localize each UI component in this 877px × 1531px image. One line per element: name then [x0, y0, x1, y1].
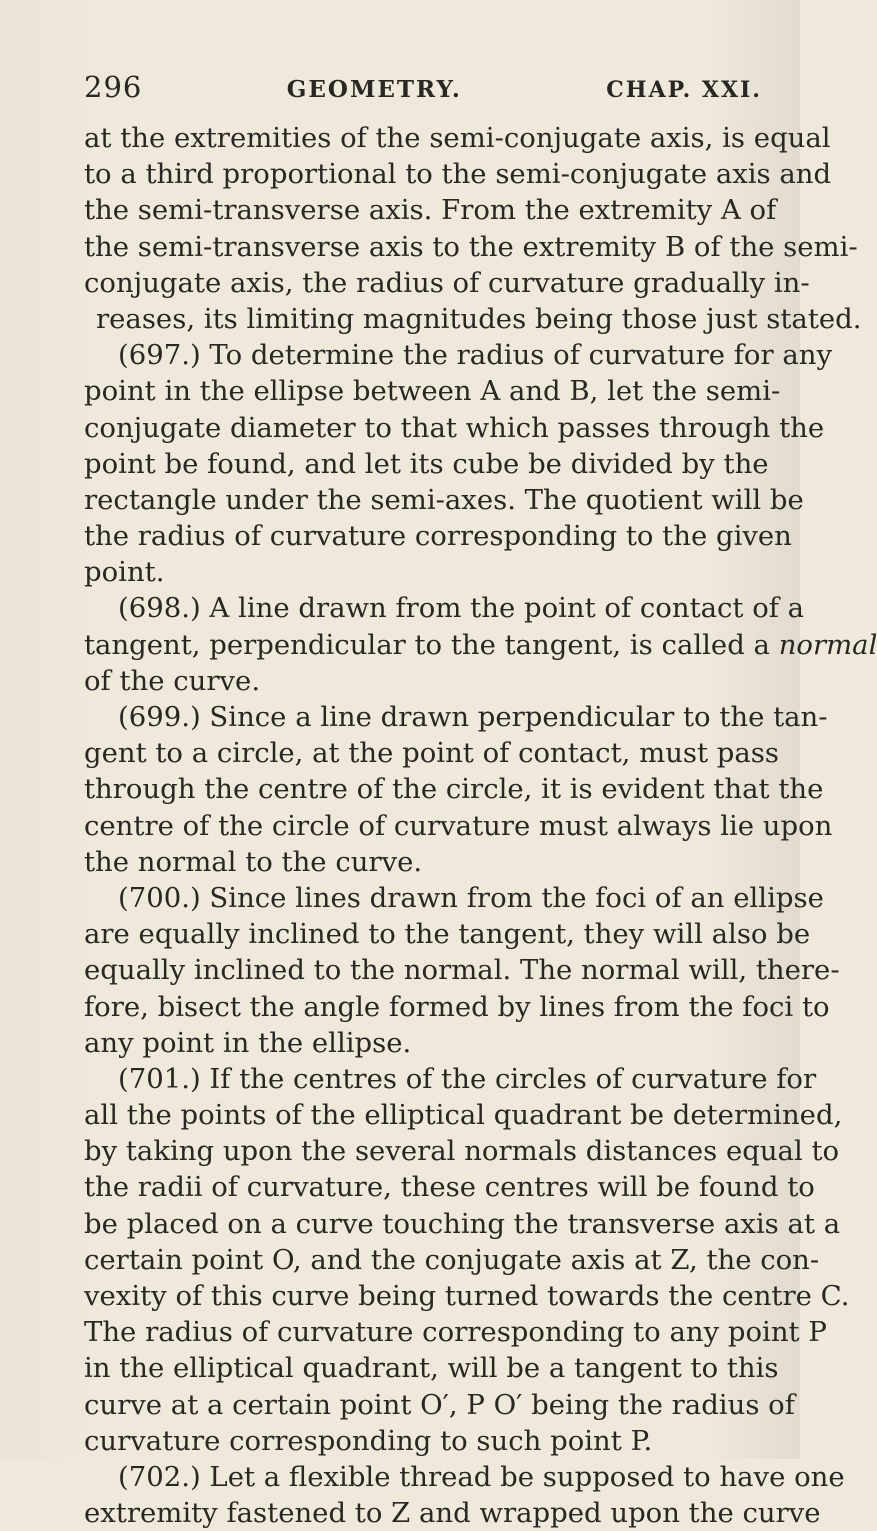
- text-line: point.: [84, 556, 165, 589]
- page-body: [84, 120, 877, 1531]
- text-line: all the points of the elliptical quadrant be determined,: [84, 1099, 843, 1132]
- text-line: in the elliptical quadrant, will be a tangent to this: [84, 1352, 779, 1385]
- text-line: The radius of curvature corresponding to any point P: [84, 1316, 827, 1349]
- text-line: point be found, and let its cube be divided by the: [84, 447, 769, 480]
- text-line: through the centre of the circle, it is evident that the: [84, 773, 824, 806]
- page-header: [84, 70, 762, 114]
- text-line: [84, 627, 877, 663]
- text-line: be placed on a curve touching the transverse axis at a: [84, 1207, 841, 1240]
- paragraph-701-start: (701.) If the centres of the circles of curvature for: [118, 1062, 817, 1095]
- text-run: tangent, perpendicular to the tangent, is called a: [84, 628, 779, 661]
- running-head: GEOMETRY.: [286, 76, 462, 103]
- text-line: to a third proportional to the semi-conjugate axis and: [84, 158, 832, 191]
- text-line: vexity of this curve being turned towards the centre C.: [84, 1280, 850, 1312]
- text-line: are equally inclined to the tangent, they will also be: [84, 918, 811, 951]
- text-line: by taking upon the several normals distances equal to: [84, 1135, 840, 1168]
- text-line: the semi-transverse axis. From the extremity A of: [84, 194, 777, 227]
- text-line: reases, its limiting magnitudes being those just stated.: [96, 302, 862, 335]
- text-line: curve at a certain point O′, P O′ being the radius of: [84, 1388, 795, 1421]
- paragraph-699-start: (699.) Since a line drawn perpendicular to the tan-: [118, 701, 828, 733]
- text-line: the radius of curvature corresponding to the given: [84, 520, 792, 553]
- text-line: rectangle under the semi-axes. The quotient will be: [84, 483, 804, 516]
- text-line: conjugate diameter to that which passes through the: [84, 411, 825, 444]
- text-line: certain point O, and the conjugate axis at Z, the con-: [84, 1243, 820, 1276]
- paragraph-700-start: (700.) Since lines drawn from the foci of an ellipse: [118, 881, 824, 914]
- text-line: extremity fastened to Z and wrapped upon the curve: [84, 1497, 821, 1530]
- italic-term-normal: normal: [778, 628, 877, 661]
- paragraph-702-start: (702.) Let a flexible thread be supposed to have one: [118, 1460, 845, 1493]
- text-line: point in the ellipse between A and B, let the semi-: [84, 375, 781, 408]
- text-line: gent to a circle, at the point of contact, must pass: [84, 737, 780, 770]
- text-line: fore, bisect the angle formed by lines from the foci to: [84, 990, 830, 1023]
- text-line: any point in the ellipse.: [84, 1026, 412, 1059]
- text-line: the semi-transverse axis to the extremity B of the semi-: [84, 230, 858, 263]
- paragraph-698-start: (698.) A line drawn from the point of contact of a: [118, 592, 805, 625]
- text-line: conjugate axis, the radius of curvature gradually in-: [84, 266, 810, 299]
- text-line: equally inclined to the normal. The normal will, there-: [84, 954, 840, 987]
- text-line: the normal to the curve.: [84, 845, 423, 878]
- text-line: the radii of curvature, these centres will be found to: [84, 1171, 815, 1204]
- text-line: of the curve.: [84, 664, 261, 697]
- text-line: curvature corresponding to such point P.: [84, 1424, 653, 1457]
- text-line: at the extremities of the semi-conjugate axis, is equal: [84, 122, 831, 154]
- paragraph-697-start: (697.) To determine the radius of curvature for any: [118, 339, 833, 372]
- text-line: centre of the circle of curvature must always lie upon: [84, 809, 833, 842]
- page-number: 296: [84, 70, 143, 104]
- chapter-label: CHAP. XXI.: [606, 77, 762, 103]
